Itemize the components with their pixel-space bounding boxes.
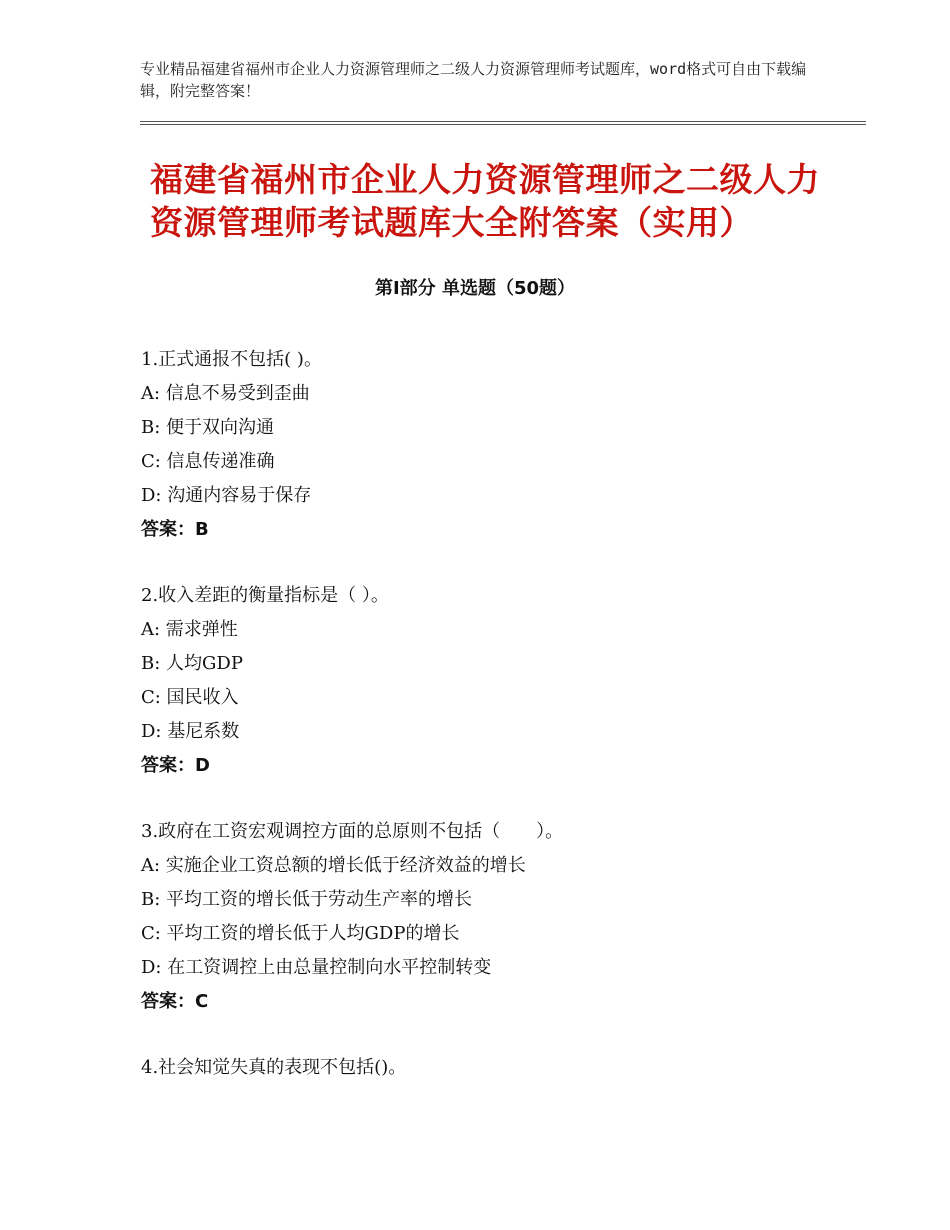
question-2 [141,579,841,783]
option-a: A: 需求弹性 [141,619,238,640]
header-note: 专业精品福建省福州市企业人力资源管理师之二级人力资源管理师考试题库，word格式可自由下载编辑，附完整答案！ [140,60,807,100]
answer: 答案：C [141,991,209,1012]
question-list [141,343,841,1117]
option-c: C: 信息传递准确 [141,451,275,472]
answer: 答案：B [141,519,209,540]
option-a: A: 实施企业工资总额的增长低于经济效益的增长 [141,855,526,876]
question-stem: 3.政府在工资宏观调控方面的总原则不包括（ ）。 [141,821,564,842]
question-stem: 2.收入差距的衡量指标是（ ）。 [141,585,389,606]
document-title: 福建省福州市企业人力资源管理师之二级人力资源管理师考试题库大全附答案（实用） [150,160,820,242]
header-divider [140,121,866,122]
option-d: D: 基尼系数 [141,721,240,742]
option-b: B: 平均工资的增长低于劳动生产率的增长 [141,889,473,910]
option-c: C: 国民收入 [141,687,239,708]
question-stem: 4.社会知觉失真的表现不包括()。 [141,1057,407,1078]
answer: 答案：D [141,755,210,776]
question-1 [141,343,841,547]
option-a: A: 信息不易受到歪曲 [141,383,310,404]
section-title: 第Ⅰ部分 单选题（50题） [374,278,575,299]
header-divider-secondary [140,124,866,125]
option-b: B: 人均GDP [141,653,243,674]
option-d: D: 沟通内容易于保存 [141,485,312,506]
question-4 [141,1051,841,1085]
option-d: D: 在工资调控上由总量控制向水平控制转变 [141,957,492,978]
option-b: B: 便于双向沟通 [141,417,275,438]
question-3 [141,815,841,1019]
option-c: C: 平均工资的增长低于人均GDP的增长 [141,923,460,944]
question-stem: 1.正式通报不包括( )。 [141,349,322,370]
